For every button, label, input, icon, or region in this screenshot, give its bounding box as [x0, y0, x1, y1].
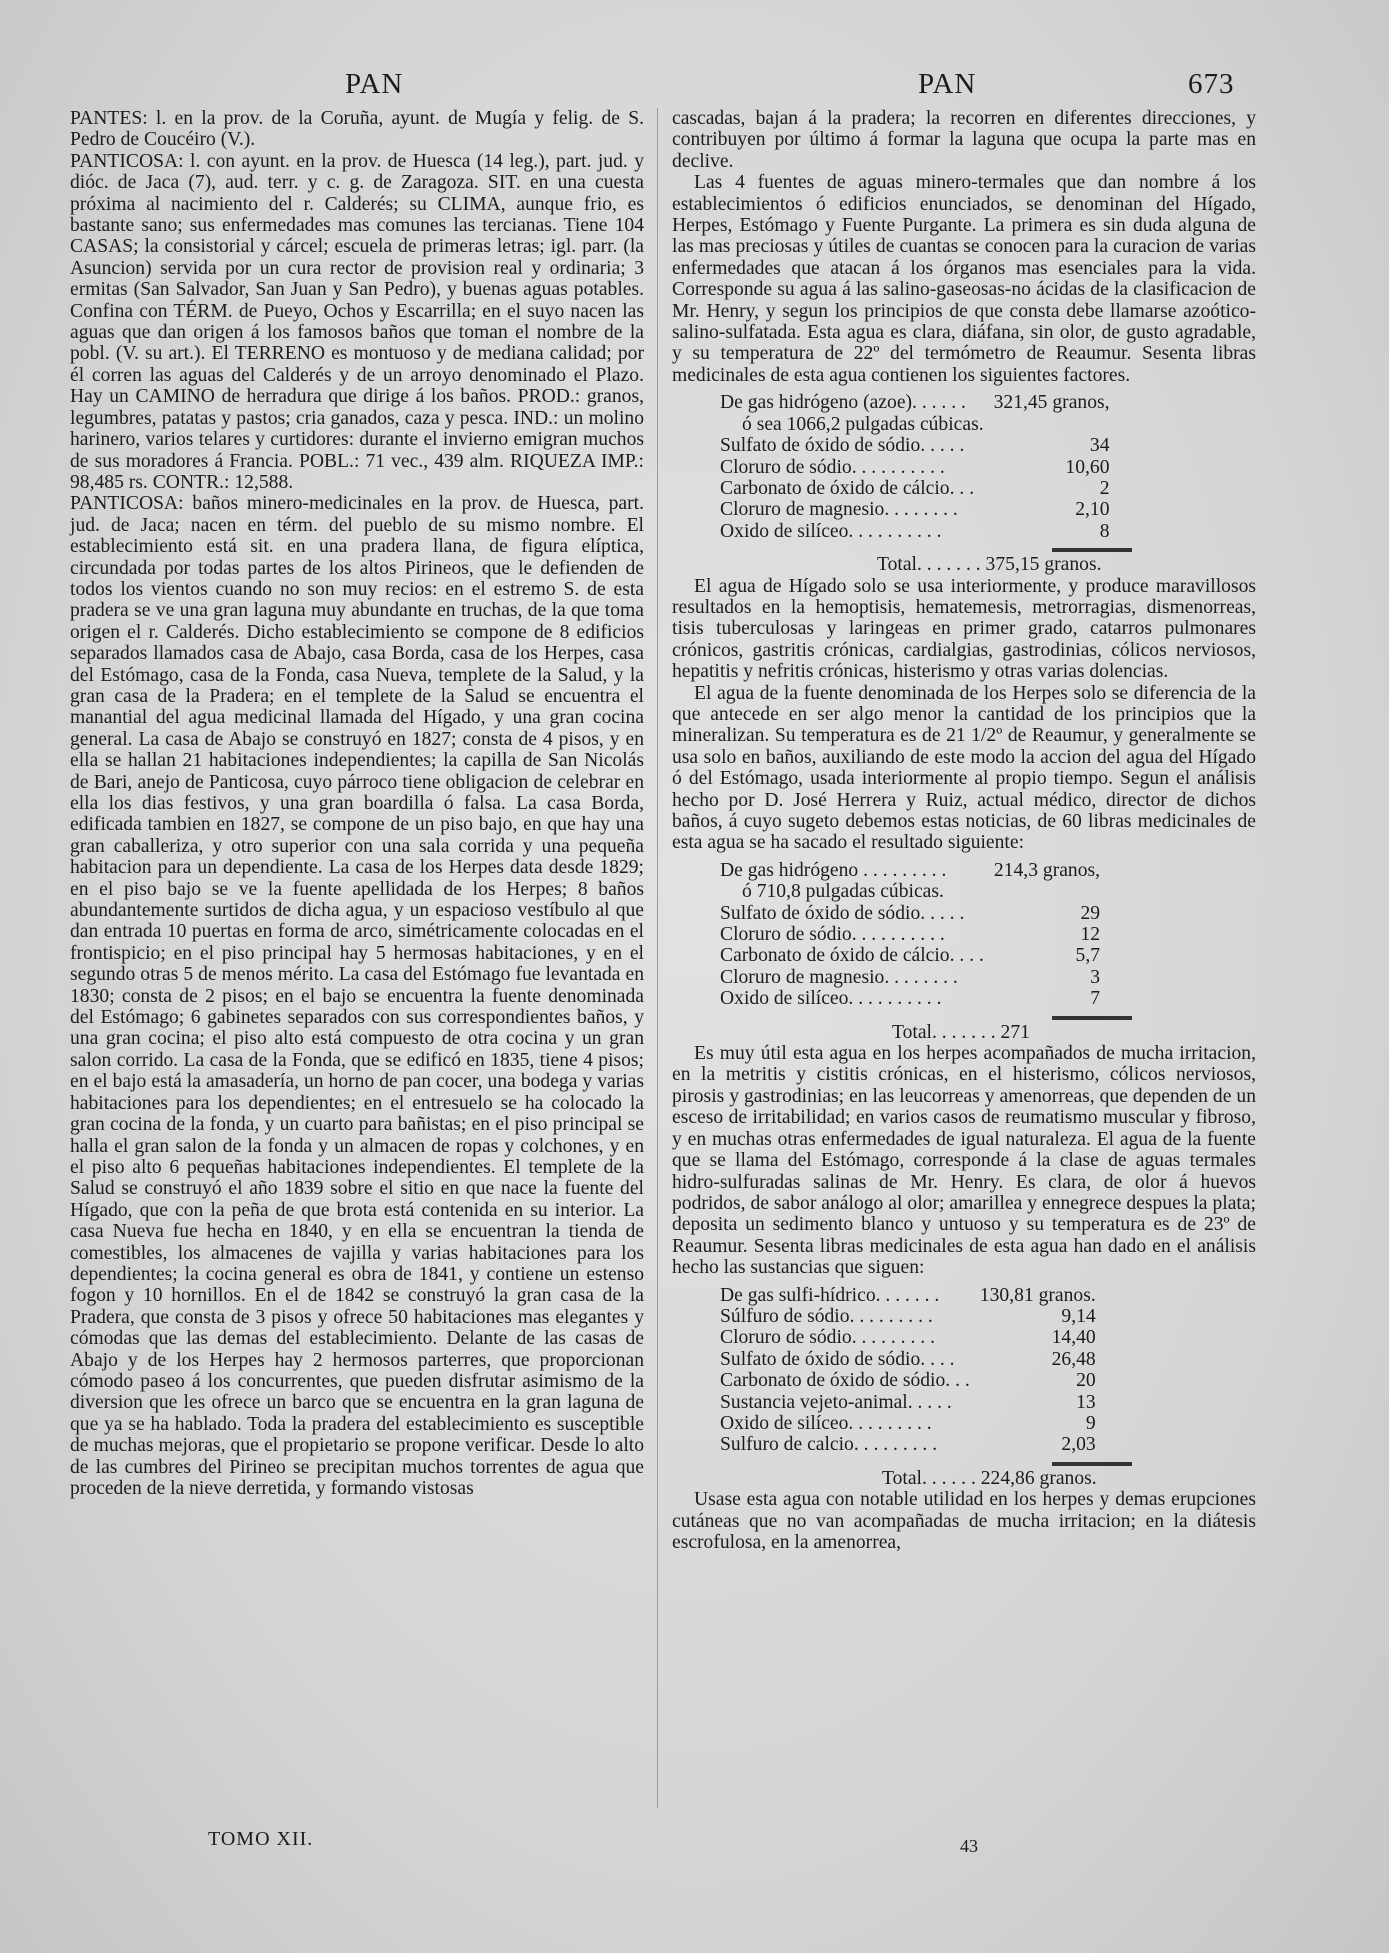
fuentes-paragraph: Las 4 fuentes de aguas minero-termales que dan nombre á los establecimientos ó edificios enunciados, se denominan del Hígado, Herpes, Estómago y Fuente Purgante. La primera es sin duda alguna de las mas preciosas y útiles de cuantas se conocen para la curacion de varias enfermedades que atacan á los órganos mas esenciales para la vida. Corresponde su agua á las salino-gaseosas-no ácidas de la clasificacion de Mr. Henry, y segun los principios de que consta debe llamarse azoótico-salino-sulfatada. Esta agua es clara, diáfana, sin olor, de gusto agradable, y su temperatura de 22º del termómetro de Reaumur. Sesenta libras medicinales de esta agua contienen los siguientes factores.: [672, 172, 1256, 386]
table-row: Sulfato de óxido de sódio. . . . . 34: [720, 435, 1110, 457]
table-row: Carbonato de óxido de cálcio. . . 2: [720, 477, 1110, 499]
table-row: De gas hidrógeno . . . . . . . . . 214,3 granos,: [720, 859, 1101, 881]
entry-pantes: PANTES: l. en la prov. de la Coruña, ayunt. de Mugía y felig. de S. Pedro de Coucéiro (V.).: [70, 108, 644, 151]
left-column: [70, 108, 644, 1499]
table-row: ó 710,8 pulgadas cúbicas.: [742, 881, 944, 903]
estomago-paragraph: Es muy útil esta agua en los herpes acompañados de mucha irritacion, en la metritis y cistitis crónicas, en el histerismo, cólicos nerviosos, pirosis y gastrodinias; en las leucorreas y amenorreas, que dependen de un esceso de irritabilidad; en varios casos de reumatismo muscular y fibroso, y en muchas otras enfermedades de igual naturaleza. El agua de la fuente que se llama del Estómago, corresponde á la clase de aguas termales hidro-sulfuradas salinas de Mr. Henry. Es clara, de olor á huevos podridos, de sabor análogo al olor; amarillea y ennegrece despues la plata; deposita un sedimento blanco y untuoso y su temperatura es de 23º de Reaumur. Sesenta libras medicinales de esta agua han dado en el análisis hecho las sustancias que siguen:: [672, 1043, 1256, 1279]
table-row: Cloruro de sódio. . . . . . . . . . 12: [720, 924, 1101, 946]
continuation-paragraph: cascadas, bajan á la pradera; la recorren en diferentes direcciones, y contribuyen por último á formar la laguna que ocupa la parte mas en declive.: [672, 108, 1256, 172]
volume-label: TOMO XII.: [208, 1828, 314, 1850]
table-row: ó sea 1066,2 pulgadas cúbicas.: [742, 413, 984, 435]
table-row: Cloruro de magnesio. . . . . . . . 2,10: [720, 499, 1110, 521]
closing-paragraph: Usase esta agua con notable utilidad en los herpes y demas erupciones cutáneas que no van acompañadas de mucha irritacion; en la diátesis escrofulosa, en la amenorrea,: [672, 1489, 1256, 1553]
herpes-paragraph: El agua de la fuente denominada de los Herpes solo se diferencia de la que antecede en ser algo menor la cantidad de los principios que la mineralizan. Su temperatura es de 21 1/2º de Reaumur, y generalmente se usa solo en baños, auxiliando de este modo la accion del agua del Hígado ó del Estómago, usada interiormente al propio tiempo. Segun el análisis hecho por D. José Herrera y Ruiz, actual médico, director de dichos baños, á cuyo sugeto debemos estas noticias, de 60 libras medicinales de esta agua se ha sacado el resultado siguiente:: [672, 682, 1256, 854]
table-row: Oxido de silíceo. . . . . . . . . 9: [720, 1412, 1096, 1434]
sum-rule: [1052, 1462, 1132, 1466]
table-row: Cloruro de magnesio. . . . . . . . 3: [720, 966, 1101, 988]
analysis-table-estomago: [720, 1285, 1096, 1456]
analysis-total-herpes: Total. . . . . . . 271: [892, 1021, 1030, 1043]
table-row: Súlfuro de sódio. . . . . . . . . 9,14: [720, 1305, 1096, 1327]
sum-rule: [1052, 548, 1132, 552]
analysis-total-higado: Total. . . . . . . 375,15 granos.: [877, 554, 1102, 576]
column-divider: [657, 108, 658, 1808]
entry-panticosa-baths: PANTICOSA: baños minero-medicinales en la prov. de Huesca, part. jud. de Jaca; nacen en térm. del pueblo de su mismo nombre. El establecimiento está sit. en una pradera llana, de figura elíptica, circundada por todas partes de los altos Pirineos, que le defienden de todos los vientos cuando no son muy recios: en el estremo S. de esta pradera se ve una gran laguna muy abundante en truchas, de la que toma origen el r. Calderés. Dicho establecimiento se compone de 8 edificios separados llamados casa de Abajo, casa Borda, casa de los Herpes, casa del Estómago, casa de la Fonda, casa Nueva, templete de la Salud, y la gran casa de la Pradera; en el templete de la Salud se encuentra el manantial del agua medicinal llamada del Hígado, y una gran cocina general. La casa de Abajo se construyó en 1827; consta de 4 pisos, y en ella se hallan 21 habitaciones independientes; la capilla de San Nicolás de Bari, anejo de Panticosa, cuyo párroco tiene obligacion de celebrar en ella los dias festivos, y una gran boardilla ó falsa. La casa Borda, edificada tambien en 1827, se compone de un piso bajo, en que hay una gran caballeriza, y otro superior con una sala corrida y una pequeña habitacion para un dependiente. La casa de los Herpes data desde 1829; en el piso bajo se ve la fuente apellidada de los Herpes; 8 baños abundantemente surtidos de dicha agua, y un espacioso vestíbulo al que dan entrada 10 puertas en forma de arco, simétricamente colocadas en el frontispicio; en el piso principal hay 5 hermosas habitaciones, y en el segundo otras 5 de menos mérito. La casa del Estómago fue levantada en 1830; consta de 2 pisos; en el bajo se encuentra la fuente denominada del Estómago; 6 gabinetes separados con sus correspondientes baños, y una gran cocina; el piso alto está compuesto de otra cocina y un gran salon corrido. La casa de la Fonda, que se edificó en 1835, tiene 4 pisos; en el bajo está la amasadería, un horno de pan cocer, una bodega y varias habitaciones para los dependientes; en el entresuelo se ha colocado la gran cocina de la fonda, y un cuarto para bañistas; en el piso principal se halla el gran salon de la fonda y un almacen de ropas y colchones, y en el piso alto 6 pequeñas habitaciones independientes. El templete de la Salud se construyó el año 1839 sobre el sitio en que nace la fuente del Hígado, que con la peña de que brota está contenida en su interior. La casa Nueva fue hecha en 1840, y en ella se encuentran la tienda de comestibles, los almacenes de vajilla y varias habitaciones para los dependientes; la cocina general es obra de 1841, y contiene un estenso fogon y 10 hornillos. En el de 1842 se construyó la gran casa de la Pradera, que consta de 3 pisos y ofrece 50 habitaciones mas elegantes y cómodas que las demas del establecimiento. Delante de las casas de Abajo y de los Herpes hay 2 hermosos parterres, que proporcionan cómodo paseo á los concurrentes, que pueden disfrutar asimismo de la diversion que les ofrece un barco que se encuentra en la gran laguna de que ya se ha hablado. Toda la pradera del establecimiento es susceptible de muchas mejoras, que el propietario se propone verificar. Desde lo alto de las cumbres del Pirineo se precipitan muchos torrentes de agua que proceden de la nieve derretida, y formando vistosas: [70, 493, 644, 1499]
table-row: Sulfuro de calcio. . . . . . . . . 2,03: [720, 1434, 1096, 1456]
analysis-total-estomago: Total. . . . . . 224,86 granos.: [882, 1467, 1097, 1489]
right-header-title: PAN: [918, 68, 977, 100]
table-row: Oxido de silíceo. . . . . . . . . . 8: [720, 520, 1110, 542]
table-row: Carbonato de óxido de cálcio. . . . 5,7: [720, 945, 1101, 967]
table-row: Carbonato de óxido de sódio. . . 20: [720, 1370, 1096, 1392]
table-row: De gas hidrógeno (azoe). . . . . . 321,45 granos,: [720, 392, 1110, 414]
table-row: Cloruro de sódio. . . . . . . . . 14,40: [720, 1327, 1096, 1349]
signature-mark: 43: [960, 1836, 978, 1856]
analysis-table-higado: [720, 392, 1110, 542]
table-row: Cloruro de sódio. . . . . . . . . . 10,60: [720, 456, 1110, 478]
analysis-table-herpes: [720, 860, 1100, 1010]
entry-panticosa-town: PANTICOSA: l. con ayunt. en la prov. de Huesca (14 leg.), part. jud. y dióc. de Jaca (7), aud. terr. y c. g. de Zaragoza. SIT. en una cuesta próxima al nacimiento del r. Calderés; su CLIMA, aunque frio, es bastante sano; sus enfermedades mas comunes las tercianas. Tiene 104 CASAS; la consistorial y cárcel; escuela de primeras letras; igl. parr. (la Asuncion) servida por un cura rector de provision real y ordinaria; 3 ermitas (San Salvador, San Juan y San Pedro), y buenas aguas potables. Confina con TÉRM. de Pueyo, Ochos y Escarrilla; en el suyo nacen las aguas que dan origen á los famosos baños que toman el nombre de la pobl. (V. su art.). El TERRENO es montuoso y de mediana calidad; por él corren las aguas del Calderés y de un arroyo denominado el Plazo. Hay un CAMINO de herradura que dirige á los baños. PROD.: granos, legumbres, patatas y pastos; cria ganados, caza y pesca. IND.: un molino harinero, varios telares y curtidores: durante el invierno emigran muchos de sus moradores á Francia. POBL.: 71 vec., 439 alm. RIQUEZA IMP.: 98,485 rs. CONTR.: 12,588.: [70, 150, 644, 493]
table-row: Oxido de silíceo. . . . . . . . . . 7: [720, 988, 1101, 1010]
sum-rule: [1052, 1016, 1132, 1020]
table-row: Sulfato de óxido de sódio. . . . 26,48: [720, 1348, 1096, 1370]
page-number: 673: [1188, 68, 1235, 100]
right-column: [672, 108, 1256, 1553]
table-row: Sustancia vejeto-animal. . . . . 13: [720, 1391, 1096, 1413]
higado-uses-paragraph: El agua de Hígado solo se usa interiormente, y produce maravillosos resultados en la hemoptisis, hematemesis, metrorragias, dismenorreas, tisis tuberculosas y laringeas en primer grado, catarros pulmonares crónicos, gastritis crónicas, cardialgias, gastrodinias, cólicos nerviosos, hepatitis y nefritis crónicas, histerismo y otras varias dolencias.: [672, 575, 1256, 683]
table-row: De gas sulfi-hídrico. . . . . . . 130,81 granos.: [720, 1284, 1096, 1306]
left-header-title: PAN: [345, 68, 404, 100]
table-row: Sulfato de óxido de sódio. . . . . 29: [720, 902, 1101, 924]
